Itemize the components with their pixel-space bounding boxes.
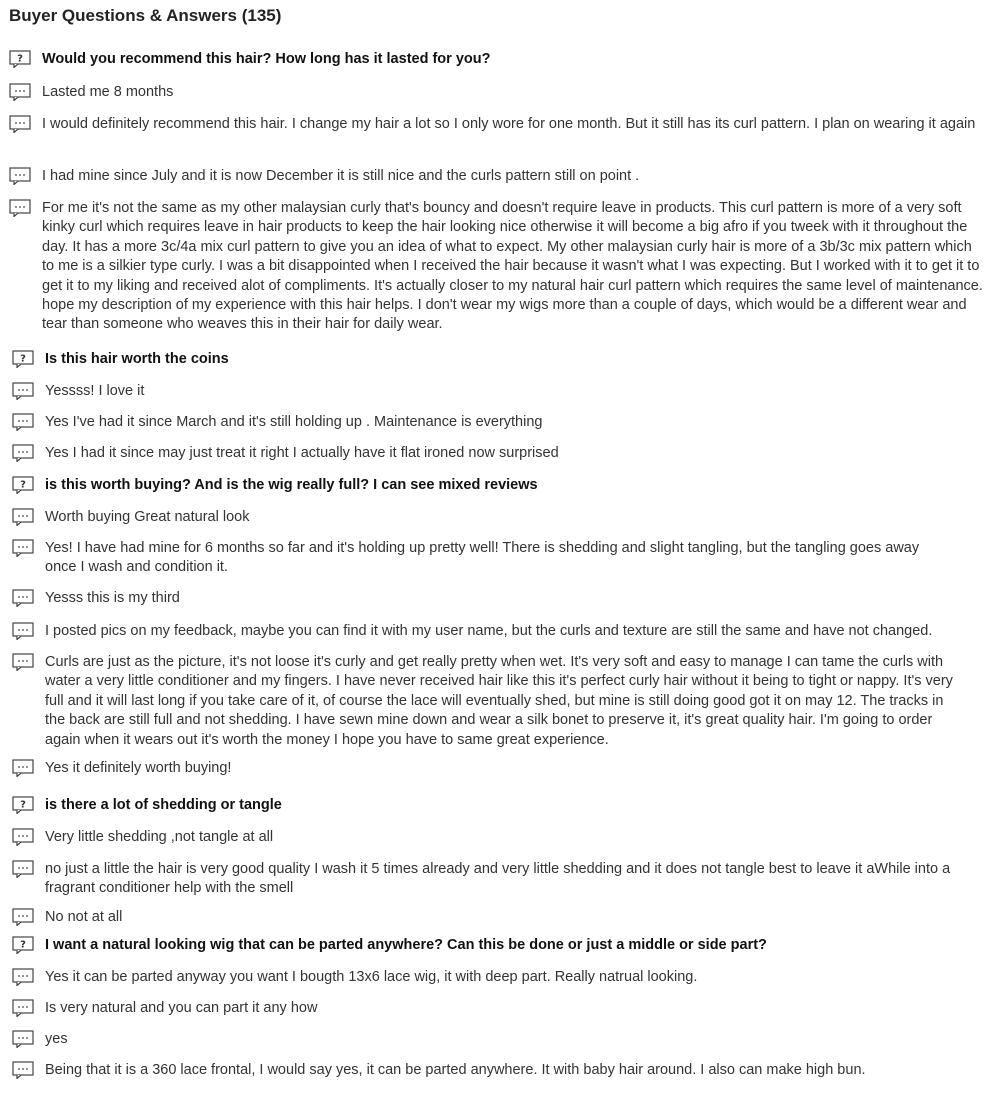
answer-text: Worth buying Great natural look xyxy=(45,509,250,525)
question-text: Is this hair worth the coins xyxy=(45,351,229,367)
answer-bubble-icon xyxy=(12,1061,34,1079)
question-row xyxy=(9,50,992,69)
answer-text: yes xyxy=(45,1031,68,1047)
answer-row xyxy=(9,167,992,186)
answer-bubble-icon xyxy=(12,382,34,400)
answer-bubble-icon xyxy=(12,968,34,986)
answer-text: I would definitely recommend this hair. I change my hair a lot so I only wore for one month. But it still has its curl pattern. I plan on wearing it again xyxy=(42,116,976,132)
svg-text:?: ? xyxy=(20,939,26,951)
answer-text: No not at all xyxy=(45,909,123,925)
answer-row xyxy=(12,1061,995,1080)
answer-row xyxy=(12,828,995,847)
answer-text: Lasted me 8 months xyxy=(42,84,174,100)
answer-text: Yes it can be parted anyway you want I bougth 13x6 lace wig, it with deep part. Really natrual looking. xyxy=(45,969,698,985)
answer-row xyxy=(12,1030,995,1049)
svg-text:?: ? xyxy=(20,479,26,491)
answer-bubble-icon xyxy=(12,860,34,878)
answer-row xyxy=(9,199,987,335)
question-text: is this worth buying? And is the wig really full? I can see mixed reviews xyxy=(45,477,538,493)
svg-text:?: ? xyxy=(17,53,23,65)
answer-bubble-icon xyxy=(12,828,34,846)
answer-text: For me it's not the same as my other malaysian curly that's bouncy and doesn't require leave in products. This curl pattern is more of a very soft kinky curl which requires leave in hair products to keep the hair looking nice otherwise it will become a big afro if you tweek with it throughout the day. It has a more 3c/4a mix curl pattern to give you an idea of what to expect. My other malaysian curly hair is more of a 3b/3c mix pattern which to me is a silkier type curly. I was a bit disappointed when I received the hair because it wasn't what I was expecting. But I worked with it to get it to get it to my liking and received alot of compliments. It's actually closer to my natural hair curl pattern which requires the same level of maintenance. hope my description of my experience with this hair helps. I don't wear my wigs more than a couple of days, which would be a different wear and tear than someone who weaves this in their hair for daily wear. xyxy=(42,200,983,333)
answer-row xyxy=(9,83,992,102)
question-text: I want a natural looking wig that can be parted anywhere? Can this be done or just a middle or side part? xyxy=(45,937,767,953)
question-icon xyxy=(12,476,34,494)
question-text: Would you recommend this hair? How long has it lasted for you? xyxy=(42,51,491,67)
answer-text: Yes it definitely worth buying! xyxy=(45,760,232,776)
answer-row xyxy=(12,539,935,578)
answer-row xyxy=(12,759,995,778)
answer-row xyxy=(12,508,995,527)
answer-bubble-icon xyxy=(9,83,31,101)
answer-bubble-icon xyxy=(12,413,34,431)
answer-bubble-icon xyxy=(12,589,34,607)
answer-text: Yes! I have had mine for 6 months so far and it's holding up pretty well! There is shedding and slight tangling, but the tangling goes away once I wash and condition it. xyxy=(45,540,920,576)
answer-text: I posted pics on my feedback, maybe you can find it with my user name, but the curls and texture are still the same and have not changed. xyxy=(45,623,933,639)
answer-bubble-icon xyxy=(9,167,31,185)
answer-row xyxy=(12,413,995,432)
answer-text: Yesss this is my third xyxy=(45,590,180,606)
question-icon xyxy=(12,936,34,954)
answer-text: Is very natural and you can part it any how xyxy=(45,1000,318,1016)
question-row xyxy=(12,350,995,369)
answer-bubble-icon xyxy=(12,539,34,557)
answer-bubble-icon xyxy=(9,199,31,217)
answer-bubble-icon xyxy=(12,759,34,777)
answer-bubble-icon xyxy=(9,115,31,133)
answer-bubble-icon xyxy=(12,444,34,462)
answer-bubble-icon xyxy=(12,908,34,926)
answer-bubble-icon xyxy=(12,508,34,526)
question-row xyxy=(12,936,995,955)
answer-text: Very little shedding ,not tangle at all xyxy=(45,829,274,845)
question-row xyxy=(12,796,995,815)
question-icon xyxy=(12,796,34,814)
answer-bubble-icon xyxy=(12,999,34,1017)
answer-bubble-icon xyxy=(12,1030,34,1048)
question-icon xyxy=(9,50,31,68)
answer-row xyxy=(12,999,995,1018)
answer-row xyxy=(12,444,995,463)
answer-row xyxy=(12,653,965,750)
answer-text: no just a little the hair is very good quality I wash it 5 times already and very little shedding and it does not tangle best to leave it aWhile into a fragrant conditioner help with the smell xyxy=(45,861,951,897)
answer-text: Yes I had it since may just treat it right I actually have it flat ironed now surprised xyxy=(45,445,559,461)
answer-row xyxy=(12,968,995,987)
answer-row xyxy=(12,382,995,401)
question-row xyxy=(12,476,995,495)
answer-text: Curls are just as the picture, it's not loose it's curly and get really pretty when wet. It's very soft and easy to manage I can tame the curls with water a very little conditioner and my fingers. I have never received hair like this it's perfect curly hair without it being to tight or nappy. It's very full and it will last long if you take care of it, of course the lace will eventually shed, but mine is still doing good got it on may 12. The tracks in the back are still full and not shedding. I have sewn mine down and wear a silk bonet to preserve it, it's great quality hair. I'm going to order again when it wears out it's worth the money I hope you have to same great experience. xyxy=(45,654,953,748)
answer-row xyxy=(12,908,995,927)
answer-row xyxy=(12,589,995,608)
answer-text: Yessss! I love it xyxy=(45,383,145,399)
answer-row xyxy=(12,860,960,899)
answer-text: Yes I've had it since March and it's still holding up . Maintenance is everything xyxy=(45,414,543,430)
answer-bubble-icon xyxy=(12,653,34,671)
section-title: Buyer Questions & Answers (135) xyxy=(9,6,282,25)
answer-text: I had mine since July and it is now December it is still nice and the curls pattern still on point . xyxy=(42,168,640,184)
answer-text: Being that it is a 360 lace frontal, I would say yes, it can be parted anywhere. It with baby hair around. I also can make high bun. xyxy=(45,1062,866,1078)
question-icon xyxy=(12,350,34,368)
svg-text:?: ? xyxy=(20,353,26,365)
question-text: is there a lot of shedding or tangle xyxy=(45,797,282,813)
svg-text:?: ? xyxy=(20,799,26,811)
answer-bubble-icon xyxy=(12,622,34,640)
answer-row xyxy=(9,115,982,134)
answer-row xyxy=(12,622,995,641)
